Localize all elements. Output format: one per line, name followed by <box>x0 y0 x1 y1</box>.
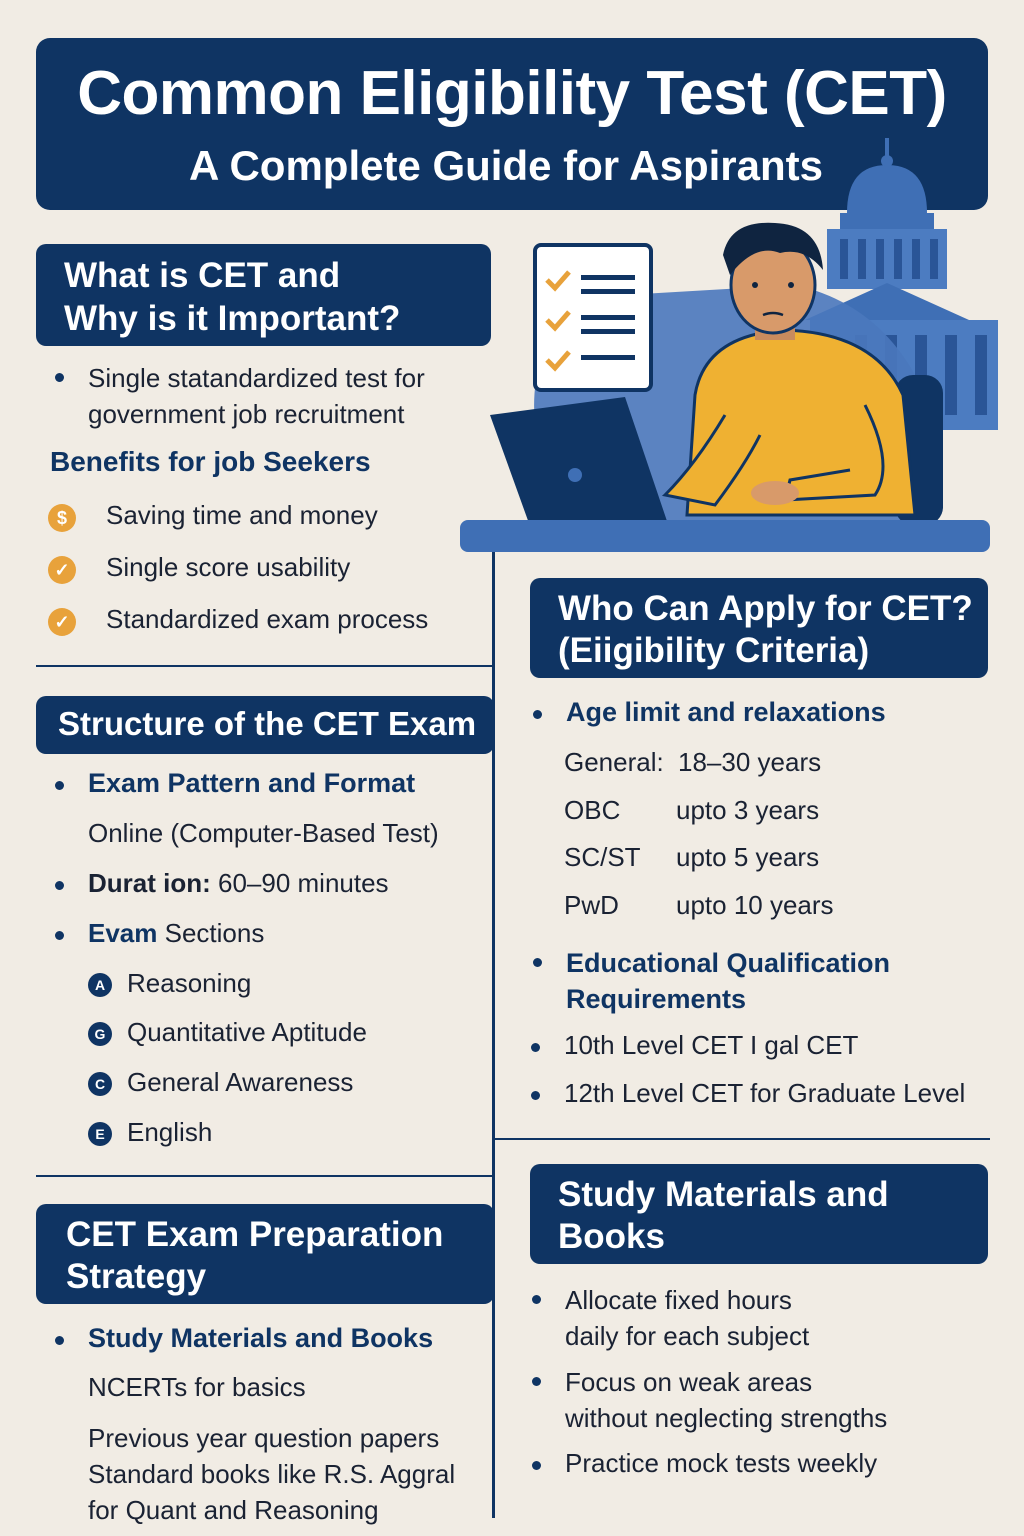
section-badge: A <box>88 973 112 997</box>
what-is-cet-title-line1: What is CET and <box>64 256 341 295</box>
study-materials-header: Study Materials and Books <box>530 1164 988 1264</box>
education-item: 12th Level CET for Graduate Level <box>564 1078 966 1108</box>
page-title: Common Eligibility Test (CET) <box>77 59 947 128</box>
check-icon: ✓ <box>48 608 76 636</box>
education-item: 10th Level CET I gal CET <box>564 1030 859 1060</box>
strategy-line: NCERTs for basics <box>88 1372 306 1402</box>
section-badge: E <box>88 1122 112 1146</box>
checklist-icon <box>535 245 651 390</box>
section-divider <box>494 1138 990 1140</box>
study-tip: Focus on weak areas without neglecting strengths <box>565 1364 887 1436</box>
age-category: PwD <box>564 890 619 920</box>
student-laptop-illustration <box>455 135 1000 555</box>
benefit-item: Saving time and money <box>106 500 378 530</box>
duration-row <box>88 868 389 899</box>
duration-label: Durat ion: <box>88 868 211 898</box>
age-category: SC/ST <box>564 842 641 872</box>
what-is-cet-bullet: Single statandardized test for government job recruitment <box>88 360 425 432</box>
benefits-title: Benefits for job Seekers <box>50 446 371 477</box>
strategy-list: Previous year question papers Standard books like R.S. Aggral for Quant and Reasoning <box>88 1423 456 1525</box>
section-badge: G <box>88 1022 112 1046</box>
exam-pattern-value: Online (Computer-Based Test) <box>88 818 439 848</box>
section-badge: C <box>88 1072 112 1096</box>
age-value: upto 3 years <box>676 795 820 825</box>
section-divider <box>36 1175 494 1177</box>
age-category: General: <box>564 747 664 777</box>
section-item: Quantitative Aptitude <box>127 1017 367 1047</box>
age-value: 18–30 years <box>678 747 822 777</box>
strategy-subtitle: Study Materials and Books <box>88 1323 434 1353</box>
column-divider <box>492 552 495 1518</box>
section-item: General Awareness <box>127 1067 354 1097</box>
section-divider <box>36 665 494 667</box>
who-can-apply-header: Who Can Apply for CET? (Eiigibility Criteria) <box>530 578 988 678</box>
what-is-cet-title-line2: Why is it Important? <box>64 299 401 338</box>
exam-pattern-title: Exam Pattern and Format <box>88 768 416 798</box>
structure-header: Structure of the CET Exam <box>36 696 494 754</box>
age-value: upto 5 years <box>676 842 820 872</box>
exam-sections-label: Evam Sections <box>88 918 265 948</box>
benefit-item: Single score usability <box>106 552 351 582</box>
page-subtitle: A Complete Guide for Aspirants <box>189 142 823 189</box>
age-category: OBC <box>564 795 621 825</box>
duration-value: 60–90 minutes <box>218 868 389 898</box>
study-tip: Allocate fixed hours daily for each subject <box>565 1282 809 1354</box>
check-icon: ✓ <box>48 556 76 584</box>
section-item: Reasoning <box>127 968 252 998</box>
study-tip: Practice mock tests weekly <box>565 1448 878 1478</box>
education-title: Educational Qualification Requirements <box>566 945 890 1017</box>
age-limit-title: Age limit and relaxations <box>566 697 886 727</box>
dollar-icon: $ <box>48 504 76 532</box>
strategy-header: CET Exam Preparation Strategy <box>36 1204 494 1304</box>
age-value: upto 10 years <box>676 890 834 920</box>
what-is-cet-header <box>36 244 491 346</box>
benefit-item: Standardized exam process <box>106 604 429 634</box>
section-item: English <box>127 1117 213 1147</box>
